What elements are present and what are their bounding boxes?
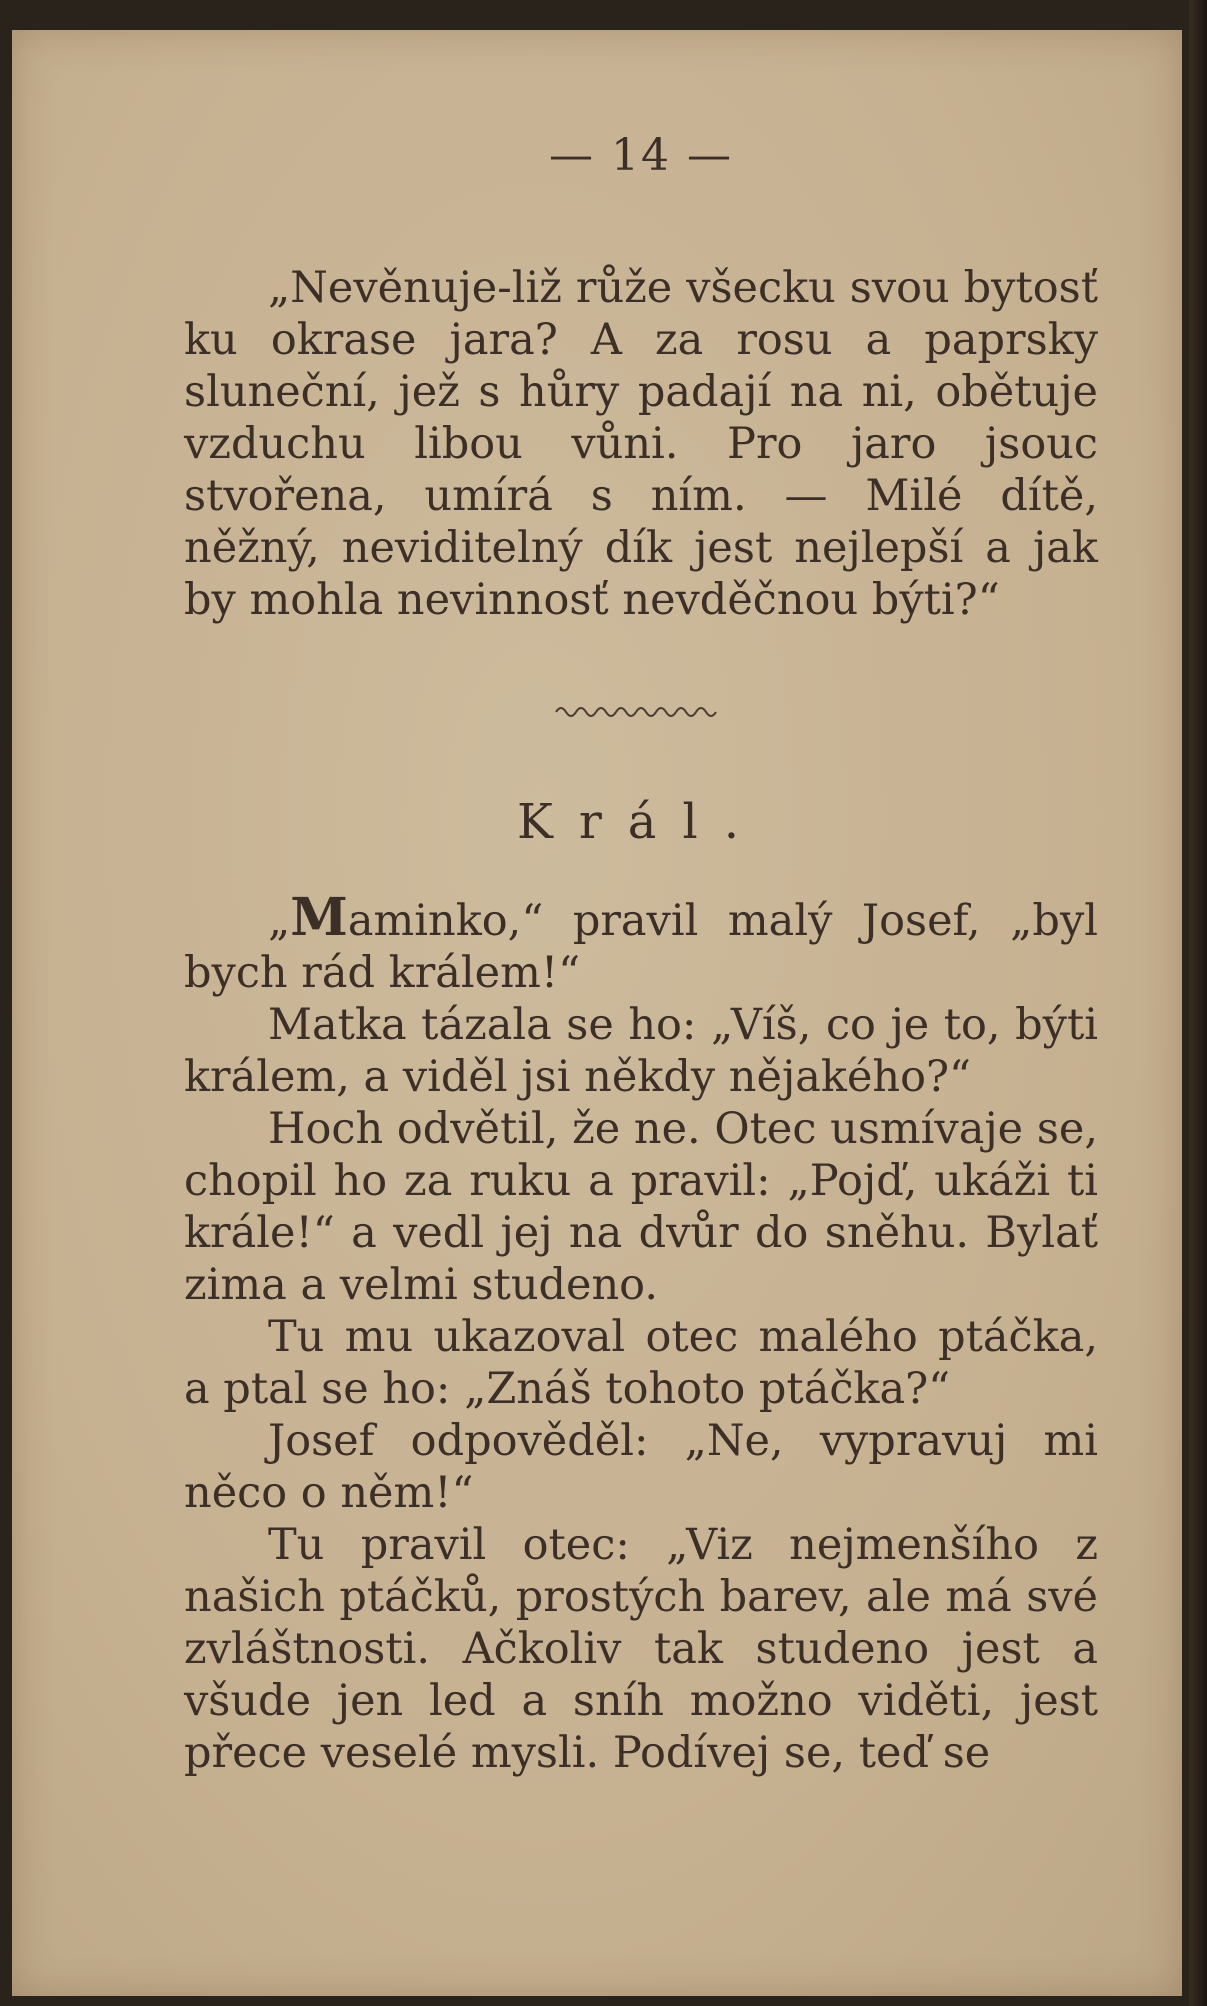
paragraph: Hoch odvětil, že ne. Otec usmívaje se, chopil ho za ruku a pravil: „Pojď, ukáži ti krále!“ a vedl jej na dvůr do sněhu. Bylať zima a velmi studeno. <box>184 1104 1098 1310</box>
book-page <box>12 30 1182 1996</box>
story-text <box>184 887 1098 1779</box>
previous-story-ending <box>184 262 1098 626</box>
paragraph: Matka tázala se ho: „Víš, co je to, býti králem, a viděl jsi někdy nějakého?“ <box>184 1000 1098 1102</box>
paragraph: Tu pravil otec: „Viz nejmenšího z našich ptáčků, prostých barev, ale má své zvláštnosti. Ačkoliv tak studeno jest a všude jen led a sníh možno viděti, jest přece veselé mysli. Podívej se, teď se <box>184 1520 1098 1778</box>
paragraph: „Nevěnuje-liž růže všecku svou bytosť ku okrase jara? A za rosu a paprsky sluneční, jež s hůry padají na ni, obětuje vzduchu libou vůni. Pro jaro jsouc stvořena, umírá s ním. — Milé dítě, něžný, neviditelný dík jest nejlepší a jak by mohla nevinnosť nevděčnou býti?“ <box>184 263 1098 625</box>
paragraph: Tu mu ukazoval otec malého ptáčka, a ptal se ho: „Znáš tohoto ptáčka?“ <box>184 1312 1098 1414</box>
drop-cap: M <box>290 887 348 948</box>
page-number: — 14 — <box>549 130 733 181</box>
wavy-line-ornament-icon <box>554 694 724 724</box>
paragraph: Josef odpověděl: „Ne, vypravuj mi něco o něm!“ <box>184 1416 1098 1518</box>
book-edge <box>1189 0 1207 2006</box>
opening-quote: „ <box>268 896 291 946</box>
chapter-title: Král. <box>516 794 766 850</box>
paragraph <box>184 887 1098 999</box>
paragraph-rest: aminko,“ pravil malý Josef, „byl bych rád králem!“ <box>184 896 1098 998</box>
